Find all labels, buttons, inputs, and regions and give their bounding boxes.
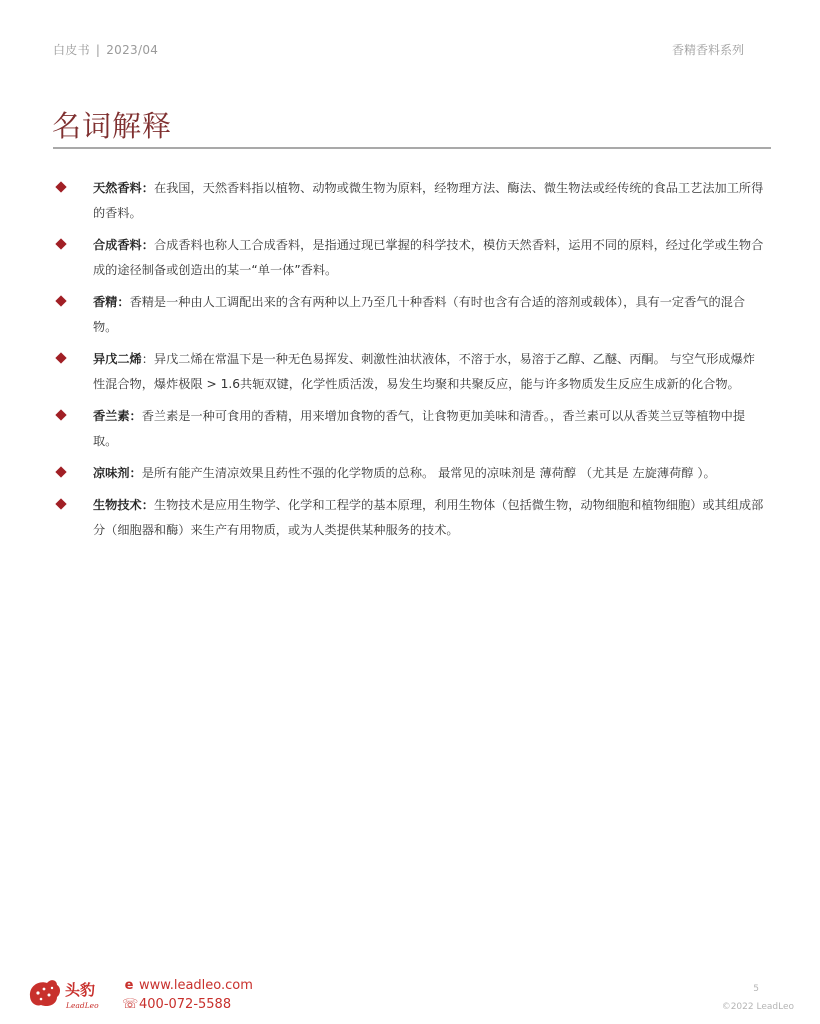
definition-text <box>93 461 765 486</box>
definition-item <box>53 176 765 226</box>
doc-type-label: 白皮书 <box>53 43 90 57</box>
diamond-icon <box>55 295 66 306</box>
header-separator: | <box>95 43 101 57</box>
leadleo-logo <box>27 974 137 1014</box>
definition-body: 香兰素是一种可食用的香精，用来增加食物的香气，让食物更加美味和清香。，香兰素可以从香荚兰豆等植物中提取。 <box>93 409 746 448</box>
series-title: 香精香料系列 <box>671 43 744 57</box>
diamond-icon <box>55 409 66 420</box>
definition-text <box>93 347 765 397</box>
definition-item <box>53 290 765 340</box>
phone-row <box>122 995 253 1014</box>
definition-text <box>93 233 765 283</box>
doc-date: 2023/04 <box>106 43 159 57</box>
definition-text <box>93 290 765 340</box>
definition-item <box>53 493 765 543</box>
contact-info <box>122 976 253 1014</box>
definition-body: 生物技术是应用生物学、化学和工程学的基本原理，利用生物体（包括微生物，动物细胞和植物细胞）或其组成部分（细胞器和酶）来生产有用物质，或为人类提供某种服务的技术。 <box>93 498 764 537</box>
definition-term: 异戊二烯 <box>93 352 142 366</box>
e-browser-icon: e <box>124 978 134 993</box>
definition-term: 合成香料： <box>93 238 154 252</box>
diamond-icon <box>55 181 66 192</box>
phone-number: 400-072-5588 <box>139 997 232 1012</box>
definition-term: 凉味剂： <box>93 466 142 480</box>
diamond-icon <box>55 498 66 509</box>
definition-text <box>93 404 765 454</box>
definition-term: 香精： <box>93 295 130 309</box>
definition-text <box>93 176 765 226</box>
website-link[interactable]: www.leadleo.com <box>139 978 253 993</box>
page-title: 名词解释 <box>52 109 173 143</box>
definition-body: 是所有能产生清凉效果且药性不强的化学物质的总称。 最常见的凉味剂是 薄荷醇 （尤其是 左旋薄荷醇 ）。 <box>141 466 716 480</box>
definition-term: 生物技术： <box>93 498 154 512</box>
definition-term: 香兰素： <box>93 409 142 423</box>
definition-term: 天然香料： <box>93 181 154 195</box>
page-number: 5 <box>753 984 759 994</box>
leopard-logo-icon <box>27 974 123 1014</box>
definition-text <box>93 493 765 543</box>
definition-item <box>53 233 765 283</box>
diamond-icon <box>55 466 66 477</box>
logo-text: 头豹 <box>65 981 96 999</box>
definition-body: 在我国，天然香料指以植物、动物或微生物为原料，经物理方法、酶法、微生物法或经传统的食品工艺法加工所得的香料。 <box>93 181 764 220</box>
definition-item <box>53 347 765 397</box>
logo-subtext: LeadLeo <box>66 1001 99 1010</box>
copyright: ©2022 LeadLeo <box>721 1002 794 1012</box>
website-row <box>122 976 253 995</box>
diamond-icon <box>55 238 66 249</box>
definition-body: 合成香料也称人工合成香料，是指通过现已掌握的科学技术，模仿天然香料，运用不同的原料，经过化学或生物合成的途径制备或创造出的某一“单一体”香料。 <box>93 238 764 277</box>
title-divider <box>53 147 771 149</box>
definition-body: 香精是一种由人工调配出来的含有两种以上乃至几十种香料（有时也含有合适的溶剂或载体），具有一定香气的混合物。 <box>93 295 746 334</box>
diamond-icon <box>55 352 66 363</box>
phone-icon: ☏ <box>122 997 139 1012</box>
definition-item <box>53 461 765 486</box>
definition-list <box>53 176 765 550</box>
header-meta <box>53 41 158 58</box>
definition-item <box>53 404 765 454</box>
definition-body: ：异戊二烯在常温下是一种无色易挥发、刺激性油状液体，不溶于水，易溶于乙醇、乙醚、丙酮。 与空气形成爆炸性混合物，爆炸极限 > 1.6共轭双键，化学性质活泼，易发生均聚和共聚反应，能与许多物质发生反应生成新的化合物。 <box>93 352 755 391</box>
